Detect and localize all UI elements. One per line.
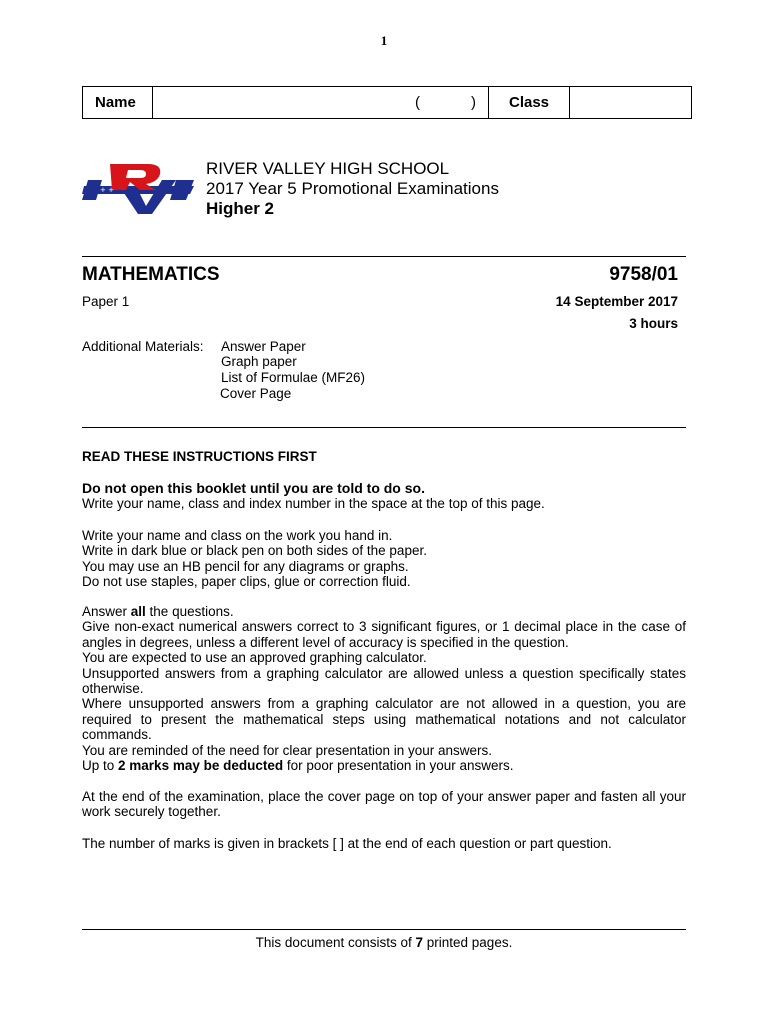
instruction-line: Do not use staples, paper clips, glue or correction fluid. <box>82 574 411 590</box>
index-paren-open: ( <box>415 94 420 111</box>
svg-text:+ +: + + <box>100 186 114 194</box>
instruction-line: The number of marks is given in brackets [ ] at the end of each question or part question. <box>82 836 612 851</box>
class-field[interactable] <box>570 87 691 118</box>
school-name: RIVER VALLEY HIGH SCHOOL <box>206 159 450 178</box>
instructions-block-1 <box>82 481 686 512</box>
school-block <box>206 159 499 219</box>
class-label: Class <box>489 87 570 118</box>
subject-title: MATHEMATICS <box>82 264 220 285</box>
instruction-line: Write your name, class and index number in the space at the top of this page. <box>82 496 545 512</box>
divider-middle <box>82 427 686 428</box>
instructions-block-4 <box>82 789 686 820</box>
logo-letter-v <box>122 180 176 214</box>
footer-page-count: This document consists of 7 printed pages. <box>255 935 513 950</box>
instructions-block-3 <box>82 604 686 773</box>
logo-left-stripe <box>82 180 102 200</box>
instruction-line: At the end of the examination, place the cover page on top of your answer paper and fasten all your work securely together. <box>82 789 686 820</box>
material-item: Cover Page <box>220 386 292 401</box>
name-class-table <box>82 86 692 119</box>
name-label: Name <box>83 87 153 118</box>
paper-code: 9758/01 <box>609 264 678 285</box>
instruction-line: Unsupported answers from a graphing calculator are allowed unless a question specifically states otherwise. <box>82 665 686 697</box>
instruction-line: You are expected to use an approved graphing calculator. <box>82 650 427 666</box>
materials-label: Additional Materials: <box>82 339 204 354</box>
school-logo <box>82 160 196 215</box>
do-not-open-line: Do not open this booklet until you are told to do so. <box>82 480 425 496</box>
answer-all-line: Answer all the questions. <box>82 604 234 619</box>
name-field[interactable] <box>153 87 489 118</box>
instructions-heading: READ THESE INSTRUCTIONS FIRST <box>82 449 317 464</box>
divider-top <box>82 256 686 257</box>
material-item: Graph paper <box>221 354 297 369</box>
instruction-line: Write in dark blue or black pen on both sides of the paper. <box>82 543 427 559</box>
exam-title: 2017 Year 5 Promotional Examinations <box>206 179 499 198</box>
exam-date: 14 September 2017 <box>555 294 678 309</box>
instruction-line: Give non-exact numerical answers correct to 3 significant figures, or 1 decimal place in the case of angles in degrees, unless a different level of accuracy is specified in the question. <box>82 619 686 650</box>
material-item: List of Formulae (MF26) <box>221 370 366 385</box>
instructions-block-2 <box>82 528 686 590</box>
paper-number: Paper 1 <box>82 294 130 309</box>
instruction-line: You are reminded of the need for clear presentation in your answers. <box>82 742 492 758</box>
instruction-line: Write your name and class on the work you hand in. <box>82 528 393 543</box>
instruction-line: You may use an HB pencil for any diagrams or graphs. <box>82 558 409 574</box>
instructions-block-5 <box>82 836 686 851</box>
instruction-line: Where unsupported answers from a graphing calculator are not allowed in a question, you are required to present the mathematical steps using mathematical notations and not calculator commands. <box>82 696 686 743</box>
divider-footer <box>82 929 686 930</box>
exam-duration: 3 hours <box>629 316 678 331</box>
page-number: 1 <box>380 33 388 48</box>
exam-level: Higher 2 <box>206 199 275 218</box>
material-item: Answer Paper <box>221 339 306 354</box>
index-paren-close: ) <box>471 94 476 111</box>
marks-deducted-line: Up to 2 marks may be deducted for poor presentation in your answers. <box>82 758 514 774</box>
